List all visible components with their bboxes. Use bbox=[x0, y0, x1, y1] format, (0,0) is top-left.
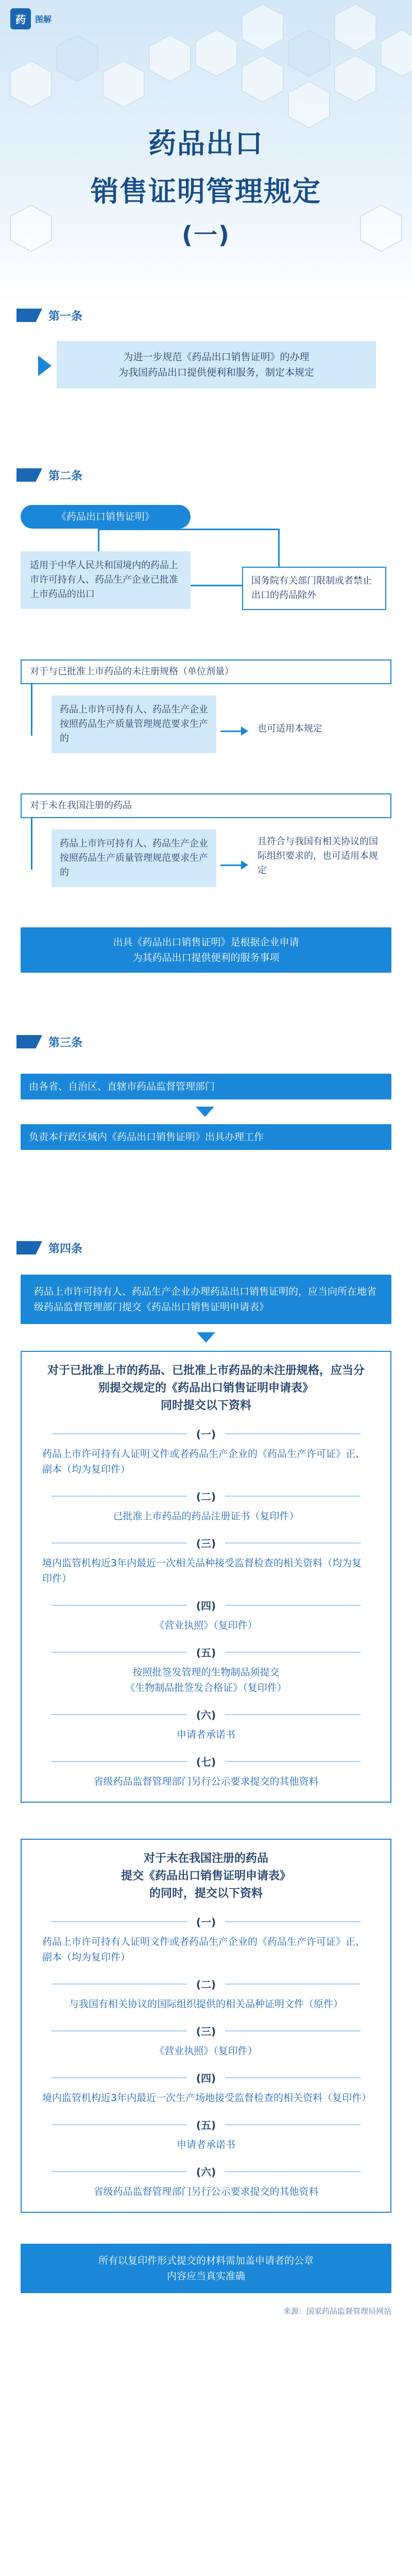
list-item-text: 《营业执照》（复印件） bbox=[154, 1620, 258, 1631]
list-item-number: (三) bbox=[42, 2023, 370, 2038]
list-item-text: 境内监管机构近3年内最近一次生产场地接受监督检查的相关资料（复印件） bbox=[42, 2092, 372, 2104]
list-item-text: 申请者承诺书 bbox=[176, 1729, 235, 1740]
tag-marker-icon bbox=[16, 468, 42, 482]
arrow-right-icon bbox=[220, 726, 248, 736]
list-item-number: (五) bbox=[42, 2117, 370, 2132]
article-4 bbox=[0, 1236, 412, 2316]
source-note: 来源：国家药品监督管理局网站 bbox=[283, 2307, 391, 2316]
unregistered-drug-list bbox=[42, 1914, 370, 2199]
list-item-text: 已批准上市药品的药品注册证书（复印件） bbox=[113, 1511, 299, 1522]
tag-marker-icon bbox=[16, 1035, 42, 1048]
article-3-tag bbox=[16, 1030, 412, 1053]
list-item-number: (一) bbox=[42, 1914, 370, 1929]
list-item-text: 药品上市许可持有人证明文件或者药品生产企业的《药品生产许可证》正、副本（均为复印件） bbox=[42, 1936, 366, 1963]
logo bbox=[10, 8, 52, 29]
list-item-text: 申请者承诺书 bbox=[176, 2139, 235, 2150]
list-item-number: (六) bbox=[42, 2164, 370, 2179]
article-1-text: 为进一步规范《药品出口销售证明》的办理 为我国药品出口提供便利和服务，制定本规定 bbox=[57, 341, 376, 388]
header-banner bbox=[0, 0, 412, 304]
list-item-number: (七) bbox=[42, 1754, 370, 1769]
article-4-tag bbox=[16, 1236, 412, 1259]
certificate-pill: 《药品出口销售证明》 bbox=[21, 505, 191, 529]
list-item-number: (一) bbox=[42, 1426, 370, 1441]
list-item-number: (六) bbox=[42, 1707, 370, 1722]
arrow-down-icon bbox=[197, 1332, 215, 1343]
scope-text: 适用于中华人民共和国境内的药品上市许可持有人、药品生产企业已批准上市药品的出口 bbox=[21, 551, 191, 609]
title-line-2: 销售证明管理规定 bbox=[91, 175, 321, 208]
list-item-text: 《营业执照》（复印件） bbox=[154, 2045, 258, 2057]
logo-badge: 药 bbox=[10, 8, 31, 29]
list-item-number: (五) bbox=[42, 1645, 370, 1659]
service-note: 出具《药品出口销售证明》是根据企业申请 为其药品出口提供便利的服务事项 bbox=[21, 927, 391, 973]
article-2-label: 第二条 bbox=[48, 469, 83, 483]
article-2-tag bbox=[16, 464, 412, 486]
list-item-text: 境内监管机构近3年内最近一次相关品种接受监督检查的相关资料（均为复印件） bbox=[42, 1557, 362, 1584]
article-4-label: 第四条 bbox=[48, 1242, 83, 1256]
pointer-arrow-icon bbox=[38, 355, 52, 376]
connector-line bbox=[31, 684, 32, 736]
connector-line bbox=[191, 585, 242, 586]
logo-text: 图解 bbox=[35, 14, 52, 24]
list-item-text: 省级药品监督管理部门另行公示要求提交的其他资料 bbox=[93, 2186, 319, 2197]
connector-line bbox=[98, 529, 99, 551]
unregistered-spec-header: 对于与已批准上市药品的未注册规格（单位剂量） bbox=[21, 659, 391, 684]
unregistered-spec-result: 也可适用本规定 bbox=[258, 723, 322, 734]
page-title bbox=[77, 122, 335, 250]
article-3-label: 第三条 bbox=[48, 1036, 83, 1049]
registered-drug-panel bbox=[21, 1351, 391, 1803]
list-item-text: 省级药品监督管理部门另行公示要求提交的其他资料 bbox=[93, 1776, 319, 1787]
article-3-line-2: 负责本行政区域内《药品出口销售证明》出具办理工作 bbox=[21, 1124, 391, 1150]
title-line-3: (一) bbox=[181, 221, 231, 249]
arrow-right-icon bbox=[220, 860, 248, 870]
list-item-number: (四) bbox=[42, 2070, 370, 2085]
unregistered-drug-header: 对于未在我国注册的药品 bbox=[21, 793, 391, 818]
article-1-label: 第一条 bbox=[48, 310, 83, 323]
registered-drug-panel-title: 对于已批准上市的药品、已批准上市药品的未注册规格，应当分别提交规定的《药品出口销售证明申请表》 同时提交以下资料 bbox=[47, 1364, 365, 1412]
unregistered-drug-condition: 药品上市许可持有人、药品生产企业按照药品生产质量管理规范要求生产的 bbox=[52, 829, 216, 887]
article-3 bbox=[0, 1030, 412, 1150]
article-1 bbox=[0, 304, 412, 388]
unregistered-drug-panel bbox=[21, 1839, 391, 2213]
list-item-text: 按照批签发管理的生物制品须提交 《生物制品批签发合格证》（复印件） bbox=[125, 1667, 287, 1693]
arrow-down-icon bbox=[196, 1107, 214, 1117]
list-item-number: (二) bbox=[42, 1488, 370, 1503]
exclusion-text: 国务院有关部门限制或者禁止出口的药品除外 bbox=[242, 567, 386, 610]
title-line-1: 药品出口 bbox=[148, 127, 264, 160]
tag-marker-icon bbox=[16, 309, 42, 322]
connector-line bbox=[31, 818, 32, 870]
article-1-tag bbox=[16, 304, 412, 327]
tag-marker-icon bbox=[16, 1241, 42, 1255]
article-4-intro: 药品上市许可持有人、药品生产企业办理药品出口销售证明的，应当向所在地省级药品监督管理部门提交《药品出口销售证明申请表》 bbox=[21, 1275, 391, 1324]
list-item-number: (四) bbox=[42, 1598, 370, 1613]
list-item-number: (三) bbox=[42, 1535, 370, 1550]
registered-drug-list bbox=[42, 1426, 370, 1789]
connector-line bbox=[98, 529, 279, 530]
unregistered-drug-panel-title: 对于未在我国注册的药品 提交《药品出口销售证明申请表》 的同时，提交以下资料 bbox=[121, 1852, 291, 1900]
list-item-text: 与我国有相关协议的国际组织提供的相关品种证明文件（原件） bbox=[68, 1998, 343, 2010]
article-2 bbox=[0, 464, 412, 963]
unregistered-spec-condition: 药品上市许可持有人、药品生产企业按照药品生产质量管理规范要求生产的 bbox=[52, 696, 216, 753]
unregistered-drug-result: 且符合与我国有相关协议的国际组织要求的，也可适用本规定 bbox=[258, 836, 378, 876]
article-3-line-1: 由各省、自治区、直辖市药品监督管理部门 bbox=[21, 1074, 391, 1099]
list-item-text: 药品上市许可持有人证明文件或者药品生产企业的《药品生产许可证》正、副本（均为复印件） bbox=[42, 1448, 366, 1475]
list-item-number: (二) bbox=[42, 1976, 370, 1991]
closing-note: 所有以复印件形式提交的材料需加盖申请者的公章 内容应当真实准确 bbox=[21, 2244, 391, 2293]
